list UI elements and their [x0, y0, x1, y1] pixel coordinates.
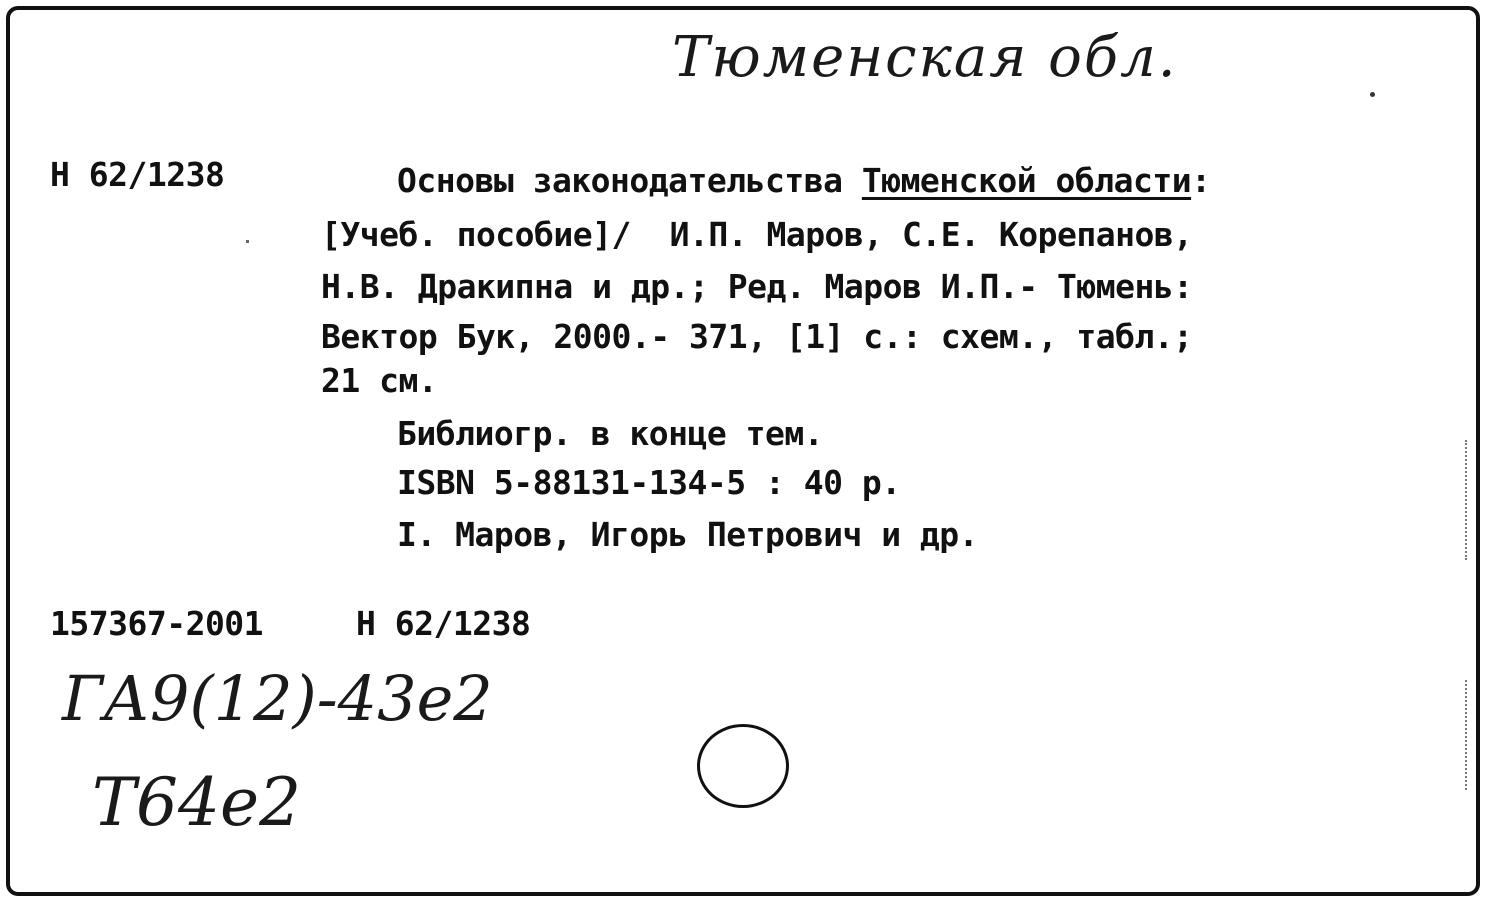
isbn-price: ISBN 5-88131-134-5 : 40 р.	[397, 463, 901, 502]
scan-edge-mark	[1465, 680, 1467, 790]
description-line-1	[397, 161, 1211, 200]
scan-edge-mark	[1465, 440, 1467, 560]
title-colon: :	[1191, 161, 1211, 200]
description-line-4: Вектор Бук, 2000.- 371, [1] с.: схем., табл.;	[321, 317, 1193, 356]
accession-number: 157367-2001	[50, 604, 264, 643]
description-line-5: 21 см.	[321, 361, 438, 400]
handwritten-region-note: Тюменская обл.	[672, 25, 1178, 90]
handwritten-code-2: Т64е2	[92, 764, 302, 841]
handwritten-dot	[1370, 92, 1375, 97]
bibliography-note: Библиогр. в конце тем.	[397, 414, 824, 453]
description-line-3: Н.В. Дракипна и др.; Ред. Маров И.П.- Тюмень:	[321, 267, 1193, 306]
call-number: Н 62/1238	[50, 155, 225, 194]
subject-underlined: Тюменской области	[861, 161, 1192, 200]
title-text: Основы законодательства	[397, 161, 862, 200]
handwritten-code-1: ГА9(12)-43е2	[62, 662, 493, 735]
footer-call-number: Н 62/1238	[356, 604, 531, 643]
added-entry: I. Маров, Игорь Петрович и др.	[397, 515, 979, 554]
scan-speck	[246, 240, 249, 243]
description-line-2: [Учеб. пособие]/ И.П. Маров, С.Е. Корепанов,	[321, 215, 1193, 254]
card-hole-icon	[697, 724, 789, 808]
